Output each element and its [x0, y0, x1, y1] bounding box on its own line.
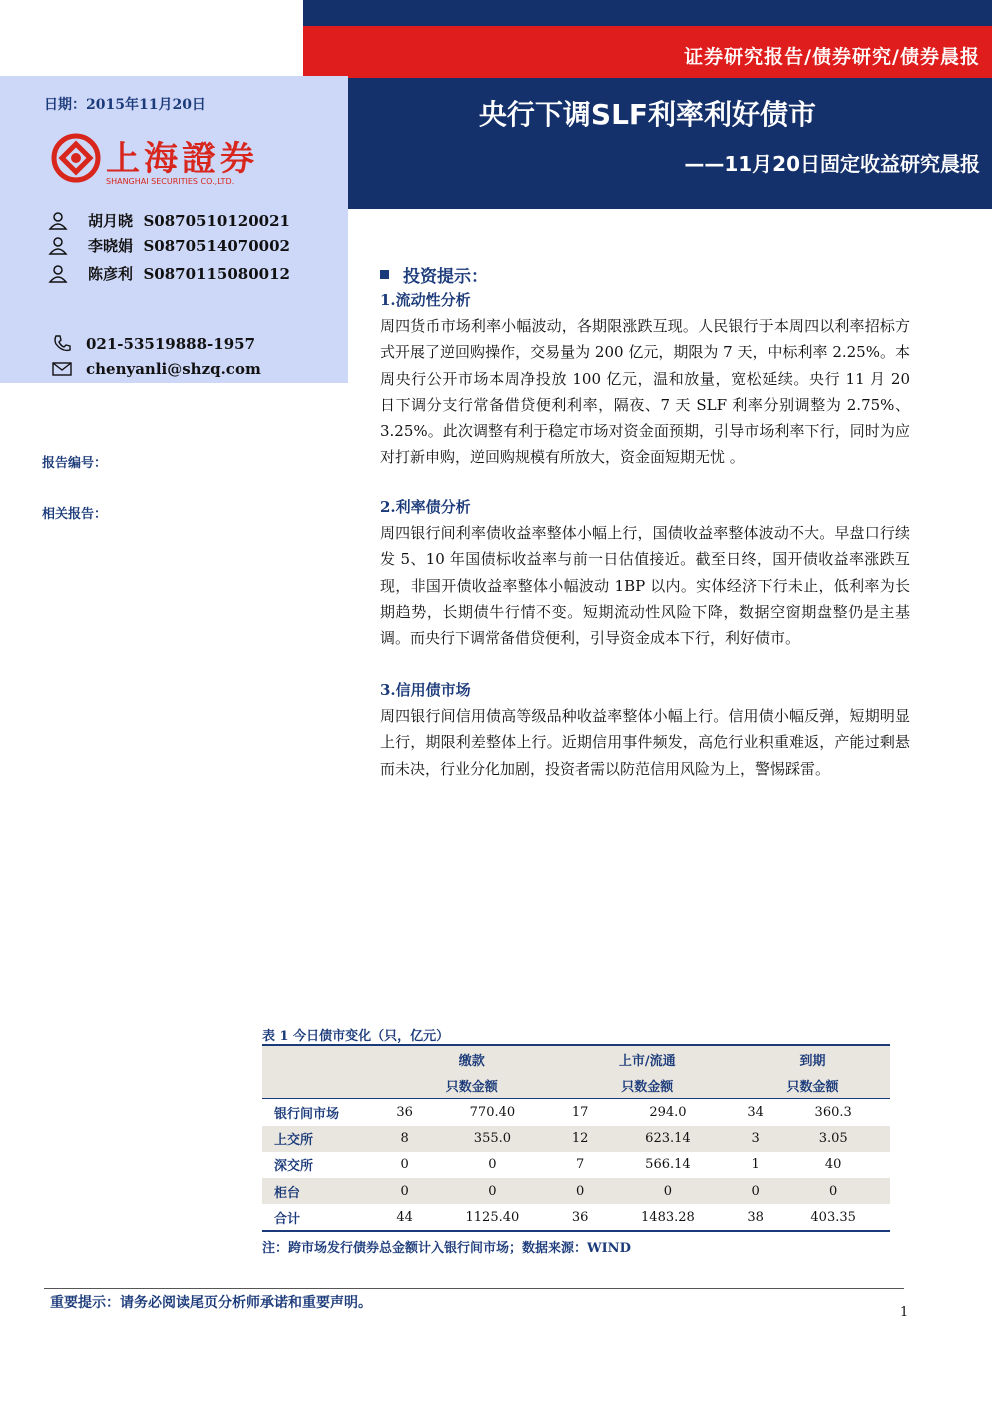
analyst-id: S0870510120021: [143, 212, 290, 230]
table-cell: 12: [560, 1126, 601, 1152]
footer-divider: [44, 1288, 904, 1289]
sub-header: 只数金额: [560, 1072, 736, 1099]
investment-heading: [380, 262, 488, 287]
row-label: 合计: [262, 1204, 384, 1231]
person-icon: [48, 211, 68, 231]
table-cell: 17: [571, 1104, 589, 1120]
table-row: [262, 1126, 890, 1152]
table-cell: 0: [560, 1178, 601, 1204]
table-cell: 8: [384, 1126, 425, 1152]
analyst-name: 陈彦利: [88, 265, 134, 283]
table-cell: 0: [776, 1178, 890, 1204]
row-label: 银行间市场: [274, 1106, 340, 1122]
table-cell: 38: [735, 1204, 776, 1231]
table-cell: 1125.40: [425, 1204, 559, 1231]
contact-phone-row: [52, 334, 255, 354]
person-icon: [48, 264, 68, 284]
person-icon: [48, 236, 68, 256]
section-title: 2.利率债分析: [380, 498, 471, 516]
sub-header: 只数金额: [735, 1072, 890, 1099]
page-number: 1: [900, 1305, 909, 1320]
table-cell: 623.14: [601, 1126, 735, 1152]
analyst-id: S0870115080012: [143, 265, 290, 283]
mail-icon: [52, 359, 72, 379]
logo-english: SHANGHAI SECURITIES CO.,LTD.: [106, 177, 235, 186]
table-cell: 0: [425, 1178, 559, 1204]
table-cell: 0: [601, 1178, 735, 1204]
table-row: [262, 1099, 890, 1126]
group-header: 上市/流通: [560, 1045, 736, 1072]
table-note: 注：跨市场发行债券总金额计入银行间市场；数据来源：WIND: [262, 1241, 631, 1256]
section-paragraph: 周四货币市场利率小幅波动，各期限涨跌互现。人民银行于本周四以利率招标方式开展了逆回购操作，交易量为 200 亿元，期限为 7 天，中标利率 2.25%。本周央行公开市场本周净投放 100 亿元，温和放量，宽松延续。央行 11 月 20 日下调分支行常备借贷便利利率，隔夜、7 天 SLF 利率分别调整为 2.75%、3.25%。此次调整有利于稳定市场对资金面预期，引导市场利率下行，同时为应对打新申购，逆回购规模有所放大，资金面短期无忧 。: [380, 317, 910, 467]
table-cell: 40: [824, 1157, 842, 1173]
analyst-name: 李晓娟: [88, 237, 134, 255]
table-cell: 3.05: [776, 1126, 890, 1152]
table-cell: 355.0: [425, 1126, 559, 1152]
table-cell: 403.35: [776, 1204, 890, 1231]
table-cell: 36: [396, 1104, 413, 1120]
table-cell: 3: [735, 1126, 776, 1152]
report-subtitle: ——11月20日固定收益研究晨报: [684, 152, 980, 176]
sub-header: 只数金额: [384, 1072, 560, 1099]
table-cell: 1483.28: [601, 1204, 735, 1231]
phone-number: 021-53519888-1957: [86, 335, 256, 353]
analyst-row: [48, 263, 290, 284]
report-date: 日期：2015年11月20日: [44, 97, 206, 113]
analyst-id: S0870514070002: [143, 237, 290, 255]
table-cell: 0: [400, 1157, 409, 1173]
table-cell: 1: [751, 1157, 760, 1173]
footer-disclaimer: 重要提示：请务必阅读尾页分析师承诺和重要声明。: [50, 1295, 372, 1311]
investment-heading-text: 投资提示：: [403, 267, 488, 287]
square-bullet-icon: [380, 270, 389, 279]
table-cell: 0: [384, 1178, 425, 1204]
section-title: 3.信用债市场: [380, 681, 471, 699]
group-header: 缴款: [384, 1045, 560, 1072]
table-cell: 770.40: [469, 1104, 516, 1120]
analyst-row: [48, 235, 290, 256]
table-cell: 34: [747, 1104, 764, 1120]
email-address: chenyanli@shzq.com: [86, 360, 261, 378]
section-title: 1.流动性分析: [380, 291, 471, 309]
table-corner: [262, 1045, 384, 1072]
table-cell: 36: [560, 1204, 601, 1231]
bond-market-table: [262, 1044, 890, 1232]
table-cell: 44: [384, 1204, 425, 1231]
series-label: 证券研究报告/债券研究/债券晨报: [684, 46, 980, 68]
table-title: 表 1 今日债市变化（只，亿元）: [262, 1029, 450, 1044]
table-row: [262, 1204, 890, 1231]
section-paragraph: 周四银行间信用债高等级品种收益率整体小幅上行。信用债小幅反弹，短期明显上行，期限利差整体上行。近期信用事件频发，高危行业积重难返，产能过剩悬而未决，行业分化加剧，投资者需以防范信用风险为上，警惕踩雷。: [380, 707, 910, 778]
table-cell: 0: [735, 1178, 776, 1204]
report-number-label: 报告编号：: [42, 456, 108, 471]
table-row: [262, 1152, 890, 1178]
analyst-row: [48, 210, 290, 231]
group-header: 到期: [735, 1045, 890, 1072]
analyst-name: 胡月晓: [88, 212, 134, 230]
header-top-bar: [303, 0, 992, 26]
table-cell: 0: [488, 1157, 497, 1173]
table-cell: 360.3: [814, 1104, 852, 1120]
table-cell: 566.14: [645, 1157, 691, 1173]
company-logo: [48, 132, 278, 188]
logo-emblem-icon: [48, 132, 278, 188]
row-label: 柜台: [262, 1178, 384, 1204]
row-label: 上交所: [262, 1126, 384, 1152]
report-title: 央行下调SLF利率利好债市: [478, 98, 817, 131]
section-paragraph: 周四银行间利率债收益率整体小幅上行，国债收益率整体波动不大。早盘口行续发 5、10 年国债标收益率与前一日估值接近。截至日终，国开债收益率涨跌互现，非国开债收益率整体小幅波动 1BP 以内。实体经济下行未止，低利率为长期趋势，长期债牛行情不变。短期流动性风险下降，数据空窗期盘整仍是主基调。而央行下调常备借贷便利，引导资金成本下行，利好债市。: [380, 524, 910, 648]
related-reports-label: 相关报告：: [42, 507, 108, 522]
logo-chinese: 上海證券: [106, 139, 258, 179]
table-row: [262, 1178, 890, 1204]
row-label: 深交所: [274, 1159, 314, 1175]
table-cell: 7: [576, 1157, 585, 1173]
table-corner: [262, 1072, 384, 1099]
contact-email-row: [52, 359, 261, 379]
phone-icon: [52, 334, 72, 354]
table-cell: 294.0: [649, 1104, 687, 1120]
